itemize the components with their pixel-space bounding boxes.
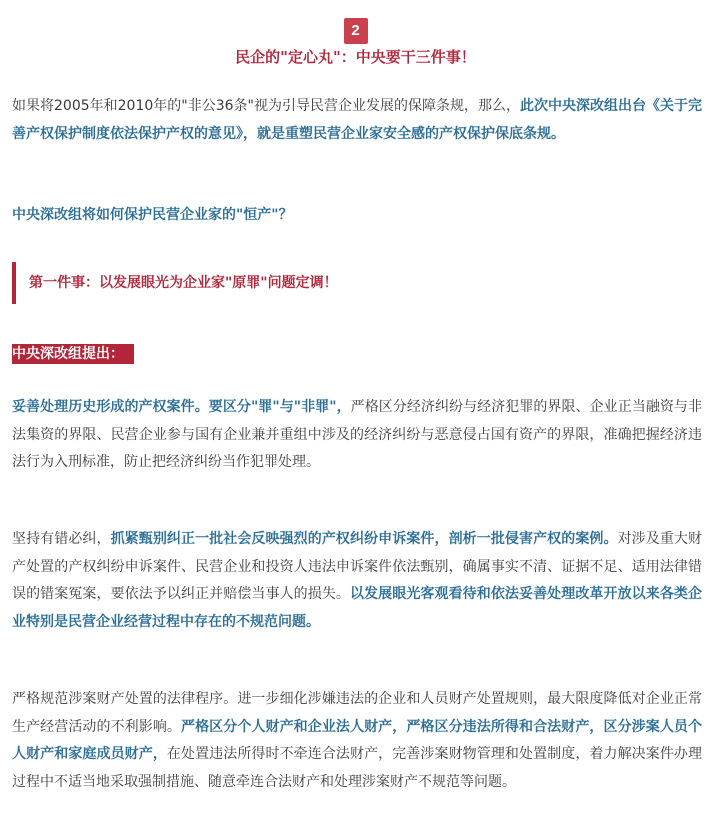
paragraph-2-plain-2: 对涉及重大财产处置的产权纠纷申诉案件、民营企业和投资人违法申诉案件依法甄别，确属事实不清、证据不足、适用法律错误的错案冤案，要依法予以纠正并赔偿当事人的损失。 [12,531,703,602]
paragraph-1-plain: 严格区分经济纠纷与经济犯罪的界限、企业正当融资与非法集资的界限、民营企业参与国有企业兼并重组中涉及的经济纠纷与恶意侵占国有资产的界限，准确把握经济违法行为入刑标准，防止把经济纠纷当作犯罪处理。 [12,399,702,470]
callout-box [12,262,702,304]
paragraph-3-plain-2: 在处置违法所得时不牵连合法财产，完善涉案财物管理和处置制度，着力解决案件办理过程中不适当地采取强制措施、随意牵连合法财产和处理涉案财产不规范等问题。 [12,746,703,790]
intro-highlight-text: 此次中央深改组出台《关于完善产权保护制度依法保护产权的意见》，就是重塑民营企业家安全感的产权保护保底条规。 [12,98,702,142]
paragraph-1-highlight: 妥善处理历史形成的产权案件。要区分"罪"与"非罪"， [12,399,351,415]
question-heading: 中央深改组将如何保护民营企业家的"恒产"？ [12,207,293,223]
paragraph-3-plain-1: 严格规范涉案财产处置的法律程序。进一步细化涉嫌违法的企业和人员财产处置规则，最大限度降低对企业正常生产经营活动的不利影响。 [12,691,702,735]
paragraph-2 [12,526,702,636]
section-label: 中央深改组提出： [12,344,134,364]
section-number-wrap [0,18,711,44]
intro-plain-text: 如果将2005年和2010年的"非公36条"视为引导民营企业发展的保障条规，那么， [12,98,520,114]
paragraph-2-highlight-1: 抓紧甄别纠正一批社会反映强烈的产权纠纷申诉案件，剖析一批侵害产权的案例。 [110,531,618,547]
paragraph-3-highlight-1: 严格区分个人财产和企业法人财产，严格区分违法所得和合法财产，区分涉案人员个人财产和家庭成员财产， [12,718,702,762]
paragraph-1 [12,394,702,477]
intro-paragraph [12,93,702,148]
section-title: 民企的"定心丸"：中央要干三件事！ [235,48,476,66]
callout-text: 第一件事：以发展眼光为企业家"原罪"问题定调！ [29,275,338,291]
callout-accent-bar [12,262,16,304]
paragraph-2-highlight-2: 以发展眼光客观看待和依法妥善处理改革开放以来各类企业特别是民营企业经营过程中存在的不规范问题。 [12,586,702,630]
paragraph-2-plain-1: 坚持有错必纠， [12,531,111,547]
section-number-badge: 2 [344,18,368,44]
paragraph-3 [12,686,702,796]
